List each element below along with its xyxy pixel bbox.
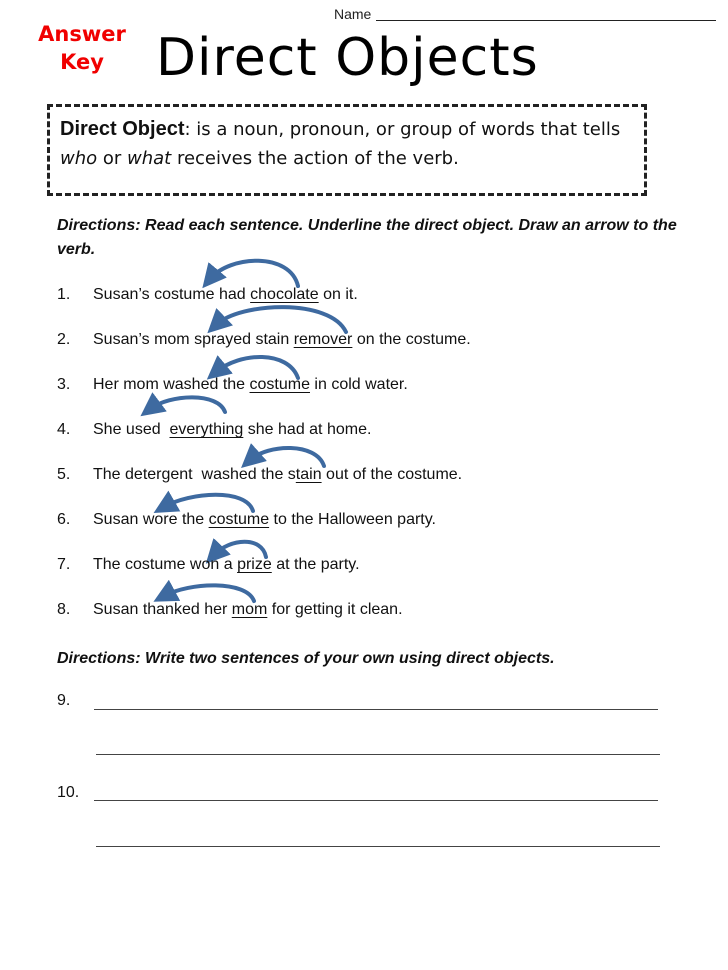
directions-part2: Directions: Write two sentences of your own using direct objects. bbox=[57, 650, 555, 667]
arrow-icon bbox=[250, 448, 324, 466]
directions-part1: Directions: Read each sentence. Underline the direct object. Draw an arrow to the verb. bbox=[57, 217, 677, 258]
sentence-text: out of the costume. bbox=[321, 466, 463, 483]
direct-object: costume bbox=[249, 376, 310, 393]
definition-what: what bbox=[127, 148, 172, 169]
sentence-text: Her mom washed the bbox=[93, 376, 250, 393]
direct-object: chocolate bbox=[250, 286, 319, 303]
sentence-number: 2. bbox=[57, 331, 71, 348]
direct-object: tain bbox=[295, 466, 322, 483]
arrow-icon bbox=[216, 357, 298, 378]
write-item-10-number: 10. bbox=[57, 784, 80, 801]
sentence-text: Susan’s costume had bbox=[93, 286, 251, 303]
write-line-9b[interactable] bbox=[96, 754, 660, 755]
arrow-icon bbox=[210, 261, 298, 286]
write-item-9-number: 9. bbox=[57, 692, 71, 709]
arrow-icon bbox=[214, 542, 266, 557]
page-title: Direct Objects bbox=[156, 28, 539, 88]
sentence-text: Susan wore the bbox=[93, 511, 209, 528]
sentence-text: Susan thanked her bbox=[93, 601, 232, 618]
direct-object: everything bbox=[169, 421, 244, 438]
sentence-number: 8. bbox=[57, 601, 71, 618]
arrow-icon bbox=[150, 397, 225, 412]
sentence-1 bbox=[57, 286, 358, 304]
sentence-3 bbox=[57, 376, 408, 394]
sentence-7 bbox=[57, 556, 360, 574]
name-label: Name bbox=[334, 6, 372, 22]
arrow-icon bbox=[164, 495, 253, 511]
sentence-text: on it. bbox=[318, 286, 358, 303]
write-line-9a[interactable] bbox=[94, 709, 658, 710]
definition-who: who bbox=[60, 148, 98, 169]
sentence-text: for getting it clean. bbox=[267, 601, 403, 618]
definition-or: or bbox=[97, 148, 128, 169]
write-line-10b[interactable] bbox=[96, 846, 660, 847]
sentence-number: 3. bbox=[57, 376, 71, 393]
sentence-5 bbox=[57, 466, 462, 484]
sentence-8 bbox=[57, 601, 403, 619]
sentence-text: in cold water. bbox=[309, 376, 408, 393]
direct-object: prize bbox=[237, 556, 272, 573]
sentence-6 bbox=[57, 511, 436, 529]
sentence-text: She used bbox=[93, 421, 170, 438]
sentence-number: 5. bbox=[57, 466, 71, 483]
sentence-4 bbox=[57, 421, 371, 439]
write-line-10a[interactable] bbox=[94, 800, 658, 801]
answer-key-line2: Key bbox=[60, 50, 104, 74]
arrow-icon bbox=[216, 307, 346, 332]
sentence-number: 1. bbox=[57, 286, 71, 303]
sentence-2 bbox=[57, 331, 471, 349]
sentence-number: 7. bbox=[57, 556, 71, 573]
sentence-text: to the Halloween party. bbox=[269, 511, 436, 528]
direct-object: costume bbox=[208, 511, 270, 528]
arrow-icon bbox=[164, 585, 254, 601]
definition-term: Direct Object bbox=[60, 118, 185, 140]
sentence-number: 4. bbox=[57, 421, 71, 438]
sentence-text: The costume won a bbox=[93, 556, 238, 573]
sentence-text: The detergent washed the s bbox=[93, 466, 296, 483]
direct-object: remover bbox=[293, 331, 353, 348]
sentence-number: 6. bbox=[57, 511, 71, 528]
definition-text: : is a noun, pronoun, or group of words that tells bbox=[184, 119, 621, 140]
sentence-text: she had at home. bbox=[243, 421, 372, 438]
sentence-text: Susan’s mom sprayed stain bbox=[93, 331, 294, 348]
answer-key-line1: Answer bbox=[38, 22, 126, 46]
sentence-text: on the costume. bbox=[352, 331, 471, 348]
definition-text-end: receives the action of the verb. bbox=[171, 148, 459, 169]
direct-object: mom bbox=[231, 601, 268, 618]
sentence-text: at the party. bbox=[271, 556, 360, 573]
